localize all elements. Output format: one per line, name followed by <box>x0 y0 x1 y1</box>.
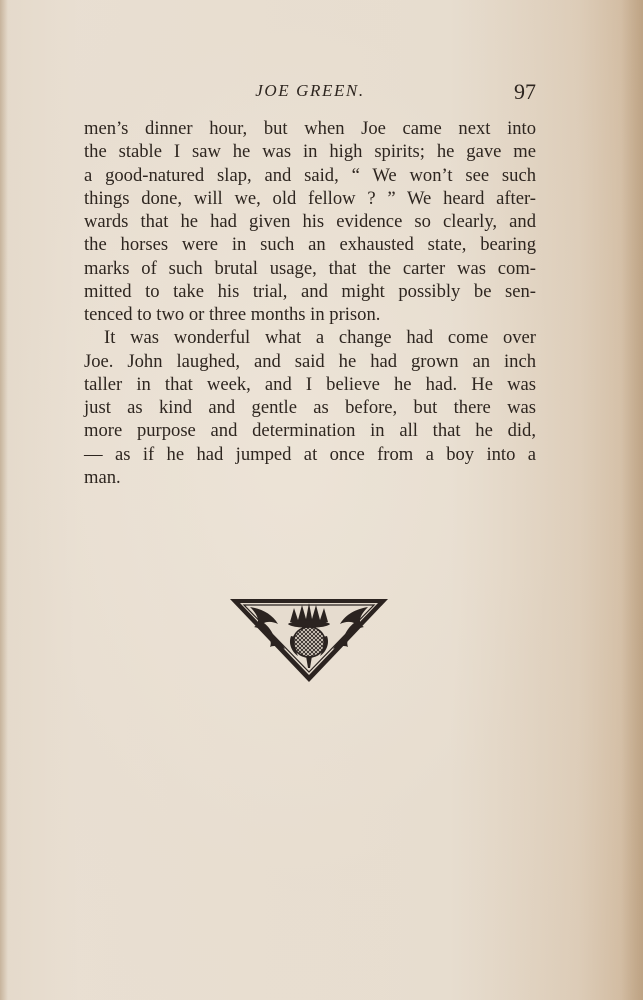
text-line: mitted to take his trial, and might possibly be sen- <box>84 280 536 302</box>
page-header <box>84 80 536 106</box>
text-line: things done, will we, old fellow ? ” We heard after- <box>84 187 536 209</box>
text-line: the stable I saw he was in high spirits; he gave me <box>84 141 536 163</box>
paragraph-1 <box>84 117 536 326</box>
text-line: — as if he had jumped at once from a boy into a <box>84 443 536 465</box>
page-number: 97 <box>514 79 536 104</box>
page-right-edge <box>621 0 643 1000</box>
text-line: men’s dinner hour, but when Joe came next into <box>84 118 536 139</box>
body-text <box>84 117 536 489</box>
text-line: taller in that week, and I believe he had. He was <box>84 373 536 395</box>
text-line: Joe. John laughed, and said he had grown an inch <box>84 350 536 372</box>
text-line: tenced to two or three months in prison. <box>84 304 381 325</box>
text-line: a good-natured slap, and said, “ We won’t see such <box>84 164 536 186</box>
text-line: more purpose and determination in all that he did, <box>84 420 536 442</box>
text-line: marks of such brutal usage, that the carter was com- <box>84 257 536 279</box>
running-head: JOE GREEN. <box>255 81 365 100</box>
text-line: wards that he had given his evidence so clearly, and <box>84 211 536 232</box>
page-left-edge <box>0 0 8 1000</box>
text-line: man. <box>84 466 121 488</box>
thistle-triangle-ornament-icon <box>228 596 390 684</box>
text-line: the horses were in such an exhausted state, bearing <box>84 234 536 256</box>
paragraph-2 <box>84 326 536 489</box>
text-line: It was wonderful what a change had come over <box>104 327 536 349</box>
text-line: just as kind and gentle as before, but there was <box>84 397 536 418</box>
